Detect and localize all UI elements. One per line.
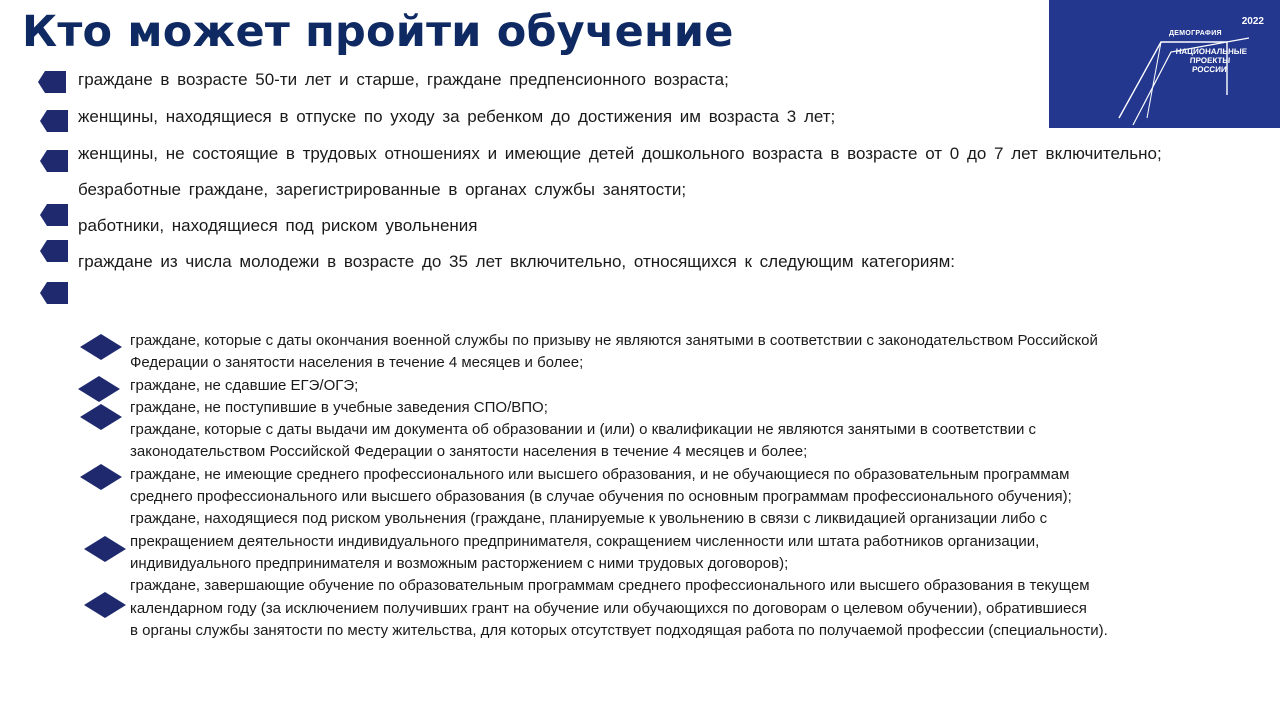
subcategory-line: прекращением деятельности индивидуального предпринимателя, сокращением численности или штата работников организации, [130, 532, 1040, 550]
bullet-diamond-icon [84, 536, 126, 562]
subcategory-line: граждане, которые с даты выдачи им документа об образовании и (или) о квалификации не являются занятыми в соответствии с [130, 421, 1037, 439]
subcategory-line: в органы службы занятости по месту жительства, для которых отсутствует подходящая работа по получаемой профессии (специальности). [130, 621, 1108, 639]
bullet-hex-icon [40, 282, 68, 304]
subcategory-line: Федерации о занятости населения в течение 4 месяцев и более; [130, 354, 584, 372]
category-item: безработные граждане, зарегистрированные в органах службы занятости; [78, 180, 687, 199]
bullet-hex-icon [40, 150, 68, 172]
logo-caption: ДЕМОГРАФИЯ [1169, 30, 1222, 37]
youth-subcategories [130, 330, 1250, 642]
subcategory-line: граждане, завершающие обучение по образовательным программам среднего профессионального или высшего образования в текущем [130, 577, 1090, 595]
subcategory-line: индивидуального предпринимателя и возможным расторжением с ними трудовых договоров); [130, 554, 789, 572]
bullet-hex-icon [40, 204, 68, 226]
bullet-diamond-icon [80, 334, 122, 360]
logo-text [1174, 47, 1246, 74]
logo-year: 2022 [1241, 16, 1264, 27]
category-item: работники, находящиеся под риском увольнения [78, 216, 478, 235]
subcategory-line: среднего профессионального или высшего образования (в случае обучения по основным программам профессионального обучения); [130, 488, 1072, 506]
bullet-diamond-icon [80, 464, 122, 490]
bullet-diamond-icon [80, 404, 122, 430]
bullet-hex-icon [38, 71, 66, 93]
logo-line-1: НАЦИОНАЛЬНЫЕ [1175, 47, 1248, 56]
subcategory-line: законодательством Российской Федерации о занятости населения в течение 4 месяцев и более; [130, 443, 808, 461]
bullet-hex-icon [40, 110, 68, 132]
bullet-hex-icon [40, 240, 68, 262]
subcategory-line: граждане, не сдавшие ЕГЭ/ОГЭ; [130, 376, 359, 394]
category-item: женщины, находящиеся в отпуске по уходу за ребенком до достижения им возраста 3 лет; [78, 107, 836, 126]
logo-line-2: ПРОЕКТЫ [1189, 56, 1231, 65]
category-item: женщины, не состоящие в трудовых отношениях и имеющие детей дошкольного возраста в возрасте от 0 до 7 лет включительно; [78, 144, 1162, 163]
national-projects-logo [1049, 0, 1280, 128]
subcategory-line: календарном году (за исключением получивших грант на обучение или обучающихся по договорам о целевом обучении), обратившиеся [130, 599, 1087, 617]
subcategory-line: граждане, находящиеся под риском увольнения (граждане, планируемые к увольнению в связи с ликвидацией организации либо с [130, 510, 1048, 528]
logo-line-3: РОССИИ [1191, 65, 1227, 74]
bullet-diamond-icon [78, 376, 120, 402]
subcategory-line: граждане, которые с даты окончания военной службы по призыву не являются занятыми в соответствии с законодательством Российской [130, 332, 1098, 349]
subcategory-line: граждане, не поступившие в учебные заведения СПО/ВПО; [130, 398, 548, 416]
category-item: граждане из числа молодежи в возрасте до 35 лет включительно, относящихся к следующим категориям: [78, 252, 956, 271]
page-title: Кто может пройти обучение [22, 7, 734, 57]
bullet-diamond-icon [84, 592, 126, 618]
subcategory-line: граждане, не имеющие среднего профессионального или высшего образования, и не обучающиеся по образовательным программам [130, 465, 1070, 483]
category-item: граждане в возрасте 50-ти лет и старше, граждане предпенсионного возраста; [78, 70, 729, 89]
